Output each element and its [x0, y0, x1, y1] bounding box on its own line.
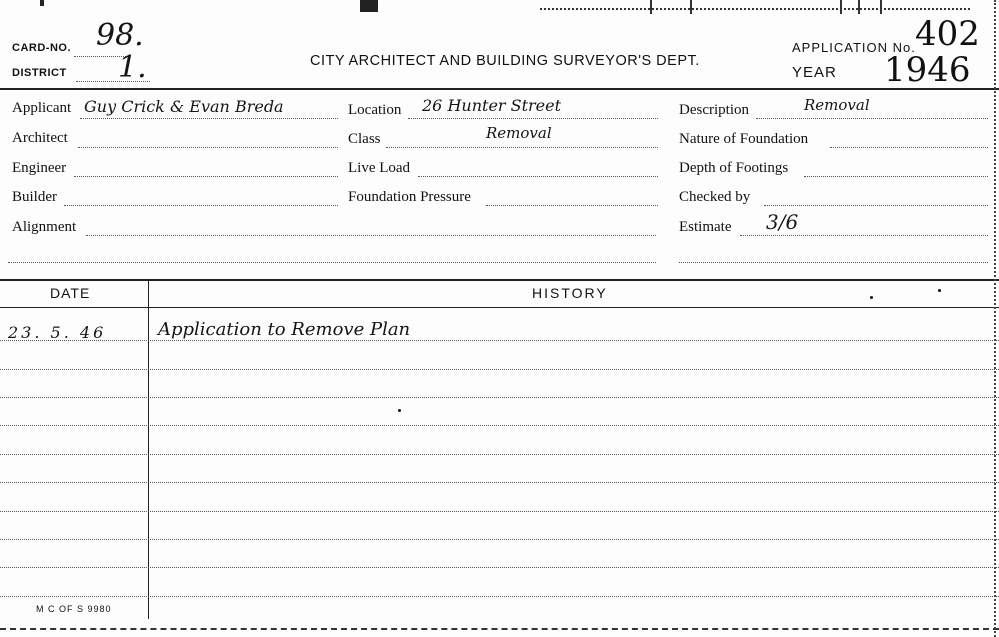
- history-rule: [0, 397, 999, 398]
- top-edge-mark: [40, 0, 44, 6]
- top-edge-mark: [880, 0, 882, 14]
- estimate-label: Estimate: [679, 219, 732, 235]
- class-label: Class: [348, 131, 381, 147]
- header-rule: [0, 88, 999, 90]
- location-value: 26 Hunter Street: [422, 96, 562, 115]
- foundation-pressure-label: Foundation Pressure: [348, 189, 471, 205]
- alignment-label: Alignment: [12, 219, 77, 235]
- estimate-line: [740, 235, 988, 236]
- class-value: Removal: [486, 124, 552, 142]
- history-rule: [0, 511, 999, 512]
- description-label: Description: [679, 102, 749, 118]
- top-edge-mark: [360, 0, 378, 12]
- location-label: Location: [348, 102, 402, 118]
- history-rule: [0, 539, 999, 540]
- right-edge: [994, 0, 996, 637]
- checked-by-label: Checked by: [679, 189, 751, 205]
- history-header: HISTORY: [532, 285, 608, 301]
- class-line: [386, 147, 658, 148]
- history-rule: [0, 482, 999, 483]
- application-no-value: 402: [915, 14, 980, 54]
- engineer-line: [74, 176, 338, 177]
- top-edge-mark: [690, 0, 692, 14]
- application-no-label: APPLICATION No.: [792, 40, 916, 55]
- architect-label: Architect: [12, 130, 68, 146]
- history-rule: [0, 454, 999, 455]
- applicant-value: Guy Crick & Evan Breda: [84, 97, 284, 116]
- history-rule: [0, 567, 999, 568]
- bottom-edge: [0, 628, 999, 630]
- live-load-label: Live Load: [348, 160, 411, 176]
- form-code: M C OF S 9980: [36, 604, 112, 614]
- builder-line: [64, 205, 338, 206]
- top-edge-mark: [650, 0, 652, 14]
- card-no-value: 98.: [96, 18, 144, 53]
- history-rule: [0, 369, 999, 370]
- checked-by-line: [764, 205, 988, 206]
- depth-footings-label: Depth of Footings: [679, 160, 789, 176]
- builder-label: Builder: [12, 189, 57, 205]
- top-edge-mark: [540, 8, 970, 10]
- department-title: CITY ARCHITECT AND BUILDING SURVEYOR'S DEPT.: [310, 53, 700, 69]
- top-edge-mark: [858, 0, 860, 14]
- year-label: YEAR: [792, 64, 837, 81]
- estimate-value: 3/6: [766, 210, 799, 234]
- district-label: DISTRICT: [12, 67, 67, 79]
- description-line: [756, 118, 988, 119]
- date-column-divider: [148, 279, 149, 619]
- district-value: 1.: [118, 50, 147, 85]
- location-line: [408, 118, 658, 119]
- date-header: DATE: [50, 285, 91, 301]
- history-entry: Application to Remove Plan: [158, 319, 411, 340]
- card-no-label: CARD-NO.: [12, 42, 71, 54]
- history-rule: [0, 340, 999, 341]
- architect-line: [78, 147, 338, 148]
- history-date: 23. 5. 46: [8, 323, 107, 342]
- nature-foundation-label: Nature of Foundation: [679, 131, 809, 147]
- live-load-line: [418, 176, 658, 177]
- history-top-rule: [0, 279, 999, 281]
- engineer-label: Engineer: [12, 160, 67, 176]
- blank-line-right: [679, 262, 988, 263]
- nature-foundation-line: [830, 147, 988, 148]
- depth-footings-line: [804, 176, 988, 177]
- foundation-pressure-line: [486, 205, 658, 206]
- history-rule: [0, 425, 999, 426]
- top-edge-mark: [840, 0, 842, 14]
- ink-speck: [398, 409, 401, 412]
- ink-speck: [870, 296, 873, 299]
- history-header-rule: [0, 307, 999, 308]
- history-rule: [0, 596, 999, 597]
- alignment-line: [86, 235, 656, 236]
- blank-line: [8, 262, 656, 263]
- applicant-line: [80, 118, 338, 119]
- applicant-label: Applicant: [12, 100, 72, 116]
- ink-speck: [938, 289, 941, 292]
- description-value: Removal: [804, 96, 870, 114]
- year-value: 1946: [884, 50, 971, 90]
